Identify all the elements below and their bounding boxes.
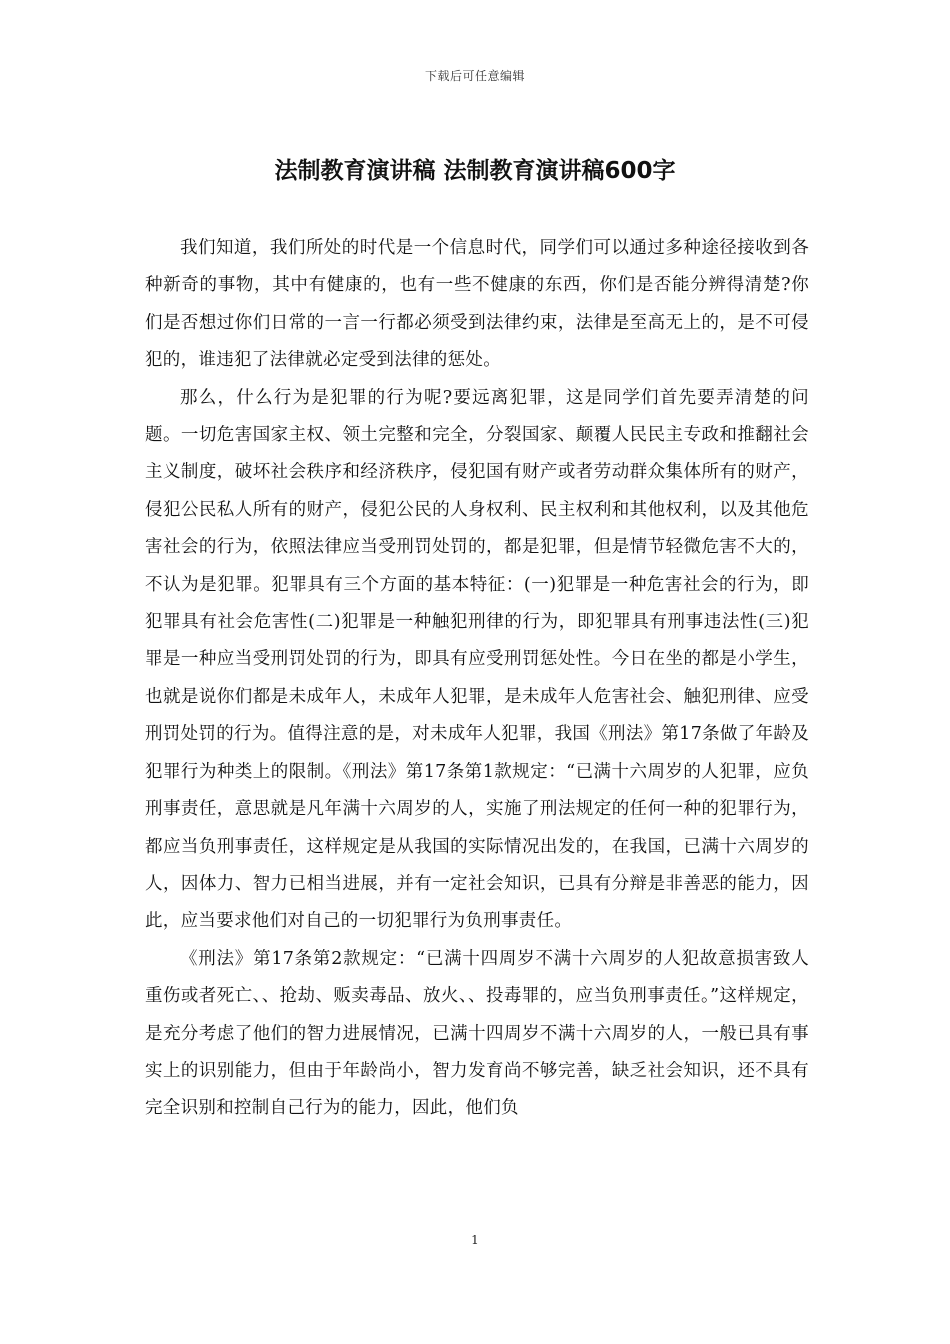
paragraph-2: 那么，什么行为是犯罪的行为呢?要远离犯罪，这是同学们首先要弄清楚的问题。一切危害国家主权、领土完整和完全，分裂国家、颠覆人民民主专政和推翻社会主义制度，破坏社会秩序和经济秩序，侵犯国有财产或者劳动群众集体所有的财产，侵犯公民私人所有的财产，侵犯公民的人身权利、民主权利和其他权利，以及其他危害社会的行为，依照法律应当受刑罚处罚的，都是犯罪，但是情节轻微危害不大的，不认为是犯罪。犯罪具有三个方面的基本特征：(一)犯罪是一种危害社会的行为，即犯罪具有社会危害性(二)犯罪是一种触犯刑律的行为，即犯罪具有刑事违法性(三)犯罪是一种应当受刑罚处罚的行为，即具有应受刑罚惩处性。今日在坐的都是小学生，也就是说你们都是未成年人，未成年人犯罪，是未成年人危害社会、触犯刑律、应受刑罚处罚的行为。值得注意的是，对未成年人犯罪，我国《刑法》第17条做了年龄及犯罪行为种类上的限制。《刑法》第17条第1款规定：“已满十六周岁的人犯罪，应负刑事责任，意思就是凡年满十六周岁的人，实施了刑法规定的任何一种的犯罪行为，都应当负刑事责任，这样规定是从我国的实际情况出发的，在我国，已满十六周岁的人，因体力、智力已相当进展，并有一定社会知识，已具有分辩是非善恶的能力，因此，应当要求他们对自己的一切犯罪行为负刑事责任。 (145, 387, 809, 932)
header-note: 下载后可任意编辑 (424, 69, 525, 83)
paragraph-1: 我们知道，我们所处的时代是一个信息时代，同学们可以通过多种途径接收到各种新奇的事物，其中有健康的，也有一些不健康的东西，你们是否能分辨得清楚?你们是否想过你们日常的一言一行都必须受到法律约束，法律是至高无上的，是不可侵犯的，谁违犯了法律就必定受到法律的惩处。 (145, 238, 809, 371)
page-number: 1 (471, 1233, 479, 1247)
paragraph-3: 《刑法》第17条第2款规定：“已满十四周岁不满十六周岁的人犯故意损害致人重伤或者死亡、、抢劫、贩卖毒品、放火、、投毒罪的，应当负刑事责任。”这样规定，是充分考虑了他们的智力进展情况，已满十四周岁不满十六周岁的人，一般已具有事实上的识别能力，但由于年龄尚小，智力发育尚不够完善，缺乏社会知识，还不具有完全识别和控制自己行为的能力，因此，他们负 (145, 948, 809, 1119)
body-text (145, 230, 809, 1128)
document-title: 法制教育演讲稿 法制教育演讲稿600字 (274, 158, 676, 184)
